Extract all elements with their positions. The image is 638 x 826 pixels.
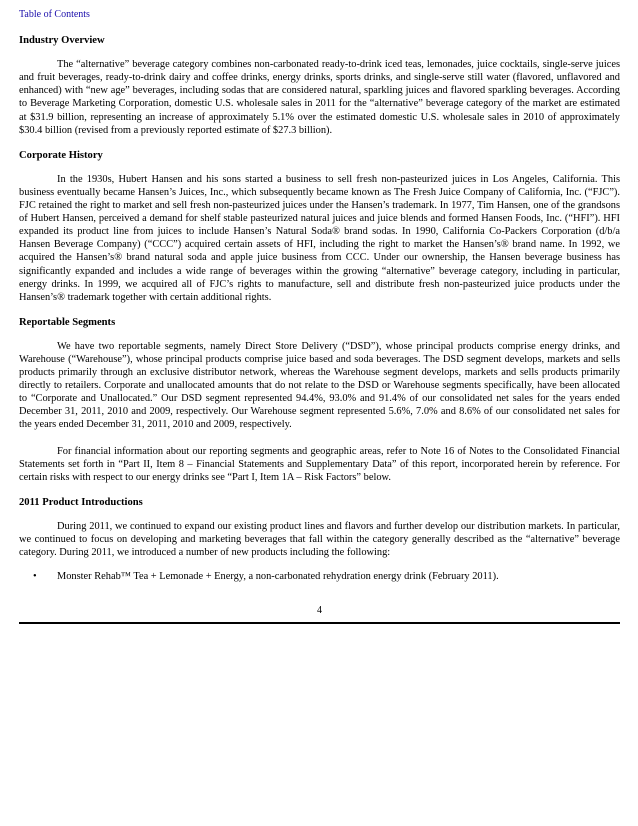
table-of-contents-link[interactable]: Table of Contents [19,9,90,20]
corporate-history-heading: Corporate History [19,149,103,161]
industry-overview-heading: Industry Overview [19,35,105,47]
reportable-segments-paragraph: We have two reportable segments, namely Direct Store Delivery (“DSD”), whose principal products comprise energy drinks, and Warehouse (“Warehouse”), whose principal products comprise juice based and soda beverages. The DSD segment develops, markets and sells products primarily through an exclusive distributor network, whereas the Warehouse segment develops, markets and sells products primarily directly to retailers. Corporate and unallocated amounts that do not relate to the DSD or Warehouse segments specifically, have been allocated to “Corporate and Unallocated.” Our DSD segment represented 94.4%, 93.0% and 91.4% of our consolidated net sales for the years ended December 31, 2011, 2010 and 2009, respectively. Our Warehouse segment represented 5.6%, 7.0% and 8.6% of our consolidated net sales for the years ended December 31, 2011, 2010 and 2009, respectively. [19,340,620,431]
document-page [19,8,620,616]
page-divider [19,622,620,624]
list-item [19,570,620,583]
page-number: 4 [317,605,322,616]
list-item-text: Monster Rehab™ Tea + Lemonade + Energy, a non-carbonated rehydration energy drink (February 2011). [57,571,499,583]
financial-information-paragraph: For financial information about our reporting segments and geographic areas, refer to Note 16 of Notes to the Consolidated Financial Statements set forth in “Part II, Item 8 – Financial Statements and Supplementary Data” of this report, incorporated herein by reference. For certain risks with respect to our energy drinks see “Part I, Item 1A – Risk Factors” below. [19,445,620,483]
industry-overview-paragraph: The “alternative” beverage category combines non-carbonated ready-to-drink iced teas, lemonades, juice cocktails, single-serve juices and fruit beverages, ready-to-drink dairy and coffee drinks, energy drinks, sports drinks, and single-serve still water (flavored, unflavored and enhanced) with “new age” beverages, including sodas that are considered natural, sparkling juices and flavored sparkling beverages. According to Beverage Marketing Corporation, domestic U.S. wholesale sales in 2011 for the “alternative” beverage category of the market are estimated at $31.9 billion, representing an increase of approximately 5.1% over the estimated domestic U.S. wholesale sales in 2010 of approximately $30.4 billion (revised from a previously reported estimate of $27.3 billion). [19,59,620,136]
reportable-segments-heading: Reportable Segments [19,316,116,328]
product-introductions-heading: 2011 Product Introductions [19,496,143,508]
corporate-history-paragraph: In the 1930s, Hubert Hansen and his sons started a business to sell fresh non-pasteurized juices in Los Angeles, California. This business eventually became Hansen’s Juices, Inc., which subsequently became known as The Fresh Juice Company of California, Inc. (“FJC”). FJC retained the right to market and sell fresh non-pasteurized juices under the Hansen’s trademark. In 1977, Tim Hansen, one of the grandsons of Hubert Hansen, perceived a demand for shelf stable pasteurized natural juices and juice blends and formed Hansen Foods, Inc. (“HFI”). HFI expanded its product line from juices to include Hansen’s Natural Soda® brand sodas. In 1990, California Co-Packers Corporation (d/b/a Hansen Beverage Company) (“CCC”) acquired certain assets of HFI, including the right to market the Hansen’s® brand name. In 1992, we acquired the Hansen’s® brand natural soda and apple juice business from CCC. Under our ownership, the Hansen beverage business has significantly expanded and includes a wide range of beverages within the growing “alternative” beverage category, including in particular, energy drinks. In 1999, we acquired all of FJC’s rights to manufacture, sell and distribute fresh non-pasteurized juice products under the Hansen’s® trademark together with certain additional rights. [19,173,620,303]
bullet-icon: • [33,571,37,583]
product-introductions-paragraph: During 2011, we continued to expand our existing product lines and flavors and further develop our distribution markets. In particular, we continued to focus on developing and marketing beverages that fall within the category generally described as the “alternative” beverage category. During 2011, we introduced a number of new products including the following: [19,520,620,559]
